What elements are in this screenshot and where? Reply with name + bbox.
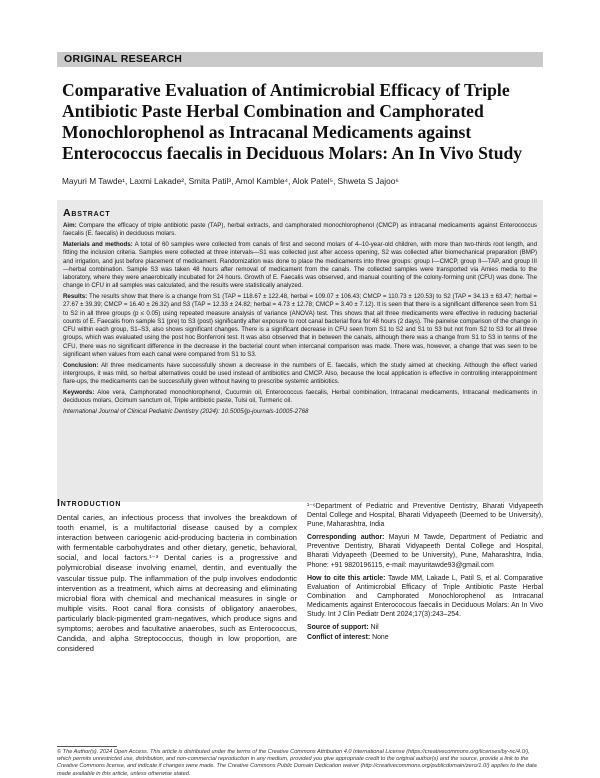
conclusion-text: All three medicaments have successfully shown a decrease in the numbers of E. faecalis, which the study aimed at checking. Although the effect varied intergroups, it was mild, so herbal alternatives could be used instead of antibiotics and CMCP. Also, because the local application is effective in controlling interappointment flare-ups, the medicaments can be successfully given without having to prescribe systemic antibiotics. bbox=[63, 361, 537, 385]
aim-label: Aim: bbox=[63, 222, 77, 229]
abstract-results bbox=[63, 293, 537, 359]
footer-divider bbox=[57, 746, 117, 747]
methods-label: Materials and methods: bbox=[63, 241, 133, 248]
source-of-support bbox=[307, 623, 543, 632]
conflict-text: None bbox=[372, 634, 389, 642]
abstract-aim bbox=[63, 222, 537, 239]
aim-text: Compare the efficacy of triple antibiotic paste (TAP), herbal extracts, and camphorated monochlorophenol (CMCP) as intracanal medicaments against Enterococcus faecalis (E. faecalis) in deciduous molars. bbox=[63, 222, 537, 238]
article-title: Comparative Evaluation of Antimicrobial Efficacy of Triple Antibiotic Paste Herbal Combination and Camphorated Monochlorophenol as Intracanal Medicaments against Enterococcus faecalis in Deciduous Molars: An In Vivo Study bbox=[62, 80, 523, 163]
corresponding-author bbox=[307, 533, 543, 569]
conclusion-label: Conclusion: bbox=[63, 361, 99, 369]
introduction-heading: Introduction bbox=[57, 497, 122, 509]
introduction-column bbox=[57, 497, 297, 654]
introduction-text: Dental caries, an infectious process that involves the breakdown of tooth enamel, is a multifactorial disease caused by a complex interaction between cariogenic acid-producing bacteria in combination with fermentable carbohydrates and other dietary, genetic, behavioral, social, and local factors.¹⁻³ Dental caries is a progressive and polymicrobial disease involving enamel, dentin, and eventually the vascular tissue pulp. The inflammation of the pulp involves endodontic intervention as a treatment, which aims at decreasing and eliminating microbial flora with chemical and mechanical measures in single or multiple visits. Root canal flora consists of obligatory anaerobes, particularly black-pigmented gram-negatives, which produce signs and symptoms; aerobes and facultative anaerobes, such as Enterococcus, Candida, and alpha Streptococcus, though in low proportion, are considered bbox=[57, 513, 297, 654]
conflict-of-interest bbox=[307, 633, 543, 642]
article-type-badge: ORIGINAL RESEARCH bbox=[57, 52, 543, 67]
corresponding-label: Corresponding author: bbox=[307, 534, 385, 542]
abstract-heading: Abstract bbox=[63, 207, 111, 219]
abstract-conclusion bbox=[63, 362, 537, 387]
keywords-text: Aloe vera, Camphorated monochlorophenol, Cucurmin oil, Enterococcus faecalis, Herbal combination, Intracanal medicaments, Intracanal medicaments in deciduous molars, Ocimum sanctum oil, Triple antibiotic paste, Tulsi oil, Turmeric oil. bbox=[63, 388, 537, 404]
results-label: Results: bbox=[63, 293, 88, 300]
article-info-column bbox=[307, 502, 543, 646]
support-text: Nil bbox=[370, 624, 379, 632]
license-footer: © The Author(s). 2024 Open Access. This article is distributed under the terms of the Creative Commons Attribution 4.0 International License (https://creativecommons.org/licenses/by-nc/4.0/), which permits unrestricted use, distribution, and non-commercial reproduction in any medium, provided you give appropriate credit to the original author(s) and the source, provide a link to the Creative Commons license, and indicate if changes were made. The Creative Commons Public Domain Dedication waiver (http://creativecommons.org/publicdomain/zero/1.0/) applies to the data made available in this article, unless otherwise stated. bbox=[57, 749, 537, 777]
abstract-methods bbox=[63, 241, 537, 291]
cite-text: Tawde MM, Lakade L, Patil S, et al. Comparative Evaluation of Antimicrobial Efficacy of Triple Antibiotic Paste Herbal Combination and Camphorated Monochlorophenol as Intracanal Medicaments against Enterococcus faecalis in Deciduous Molars: An In Vivo Study. Int J Clin Pediatr Dent 2024;17(3):243–254. bbox=[307, 574, 543, 619]
methods-text: A total of 60 samples were collected from canals of first and second molars of 4–10-year-old children, with more than two-thirds root length, and fitting the inclusion criteria. Samples were collected at three intervals—S1 was collected just after access opening, S2 was collected after biomechanical preparation (BMP) and irrigation, and just before placement of medicament. Randomization was done to place the medicaments into three groups: group I—CMCP, group II—TAP, and group III—herbal combination. Sample S3 was taken 48 hours after removal of medicament from the canals. The collected samples were transported via Amies media to the laboratory, where they were anaerobically incubated for 24 hours. Growth of E. Faecalis was observed, and manual counting of the colony-forming unit (CFU) was done. The change in CFU in all samples was calculated, and the results were statistically analyzed. bbox=[63, 241, 537, 290]
support-label: Source of support: bbox=[307, 624, 369, 632]
results-text: The results show that there is a change from S1 (TAP = 118.67 ± 122.48, herbal = 109.07 ± 106.43; CMCP = 110.73 ± 120.53) to S2 (TAP = 34.13 ± 63.47; herbal = 27.67 ± 39.39; CMCP = 16.40 ± 26.32) and S3 (TAP = 12.33 ± 24.82; herbal = 4.73 ± 12.78; CMCP = 3.40 ± 7.12). It is seen that there is a significant difference seen from S1 to S2 in all three groups (p ≤ 0.05) using repeated measure analysis of variance (ANOVA) test. This shows that all three medicaments were effective in reducing bacterial counts of E. Faecalis from sample S1 (pre) to S3 (post) significantly after exposure to root canal bacterial flora for 48 hours (2 days). The pairwise comparison of the change in CFU within each group, S1–S3, also shows significant changes. There is a significant decrease in CFU seen from S1 to S2 and S1 to S3 but not from S2 to S3 for all three groups, which was evaluated using the post hoc Bonferroni test. It was also observed that in between the canals, although there was a change from S1 to S3 in terms of the CFU, there was no significant difference in the decrease in the bacterial count when intercanal comparison was made. There was, however, a change that was seen to be significant when values from each canal were compared from S1 to S3. bbox=[63, 293, 537, 358]
cite-label: How to cite this article: bbox=[307, 574, 386, 582]
how-to-cite bbox=[307, 574, 543, 619]
journal-citation: International Journal of Clinical Pediatric Dentistry (2024): 10.5005/jp-journals-10005-2768 bbox=[63, 407, 309, 415]
abstract-keywords bbox=[63, 389, 537, 406]
keywords-label: Keywords: bbox=[63, 388, 95, 396]
affiliation: ¹⁻⁶Department of Pediatric and Preventive Dentistry, Bharati Vidyapeeth Dental College and Hospital, Bharati Vidyapeeth (Deemed to be University), Pune, Maharashtra, India bbox=[307, 503, 543, 529]
author-list: Mayuri M Tawde¹, Laxmi Lakade², Smita Patil³, Amol Kamble⁴, Alok Patel⁵, Shweta S Jajoo⁶ bbox=[62, 176, 399, 186]
abstract-box bbox=[57, 200, 543, 502]
conflict-label: Conflict of interest: bbox=[307, 634, 371, 642]
corresponding-text: Mayuri M Tawde, Department of Pediatric and Preventive Dentistry, Bharati Vidyapeeth Dental College and Hospital, Bharati Vidyapeeth (Deemed to be University), Pune, Maharashtra, India, Phone: +91 9820196115, e-mail: mayuritawde93@gmail.com bbox=[307, 534, 543, 569]
